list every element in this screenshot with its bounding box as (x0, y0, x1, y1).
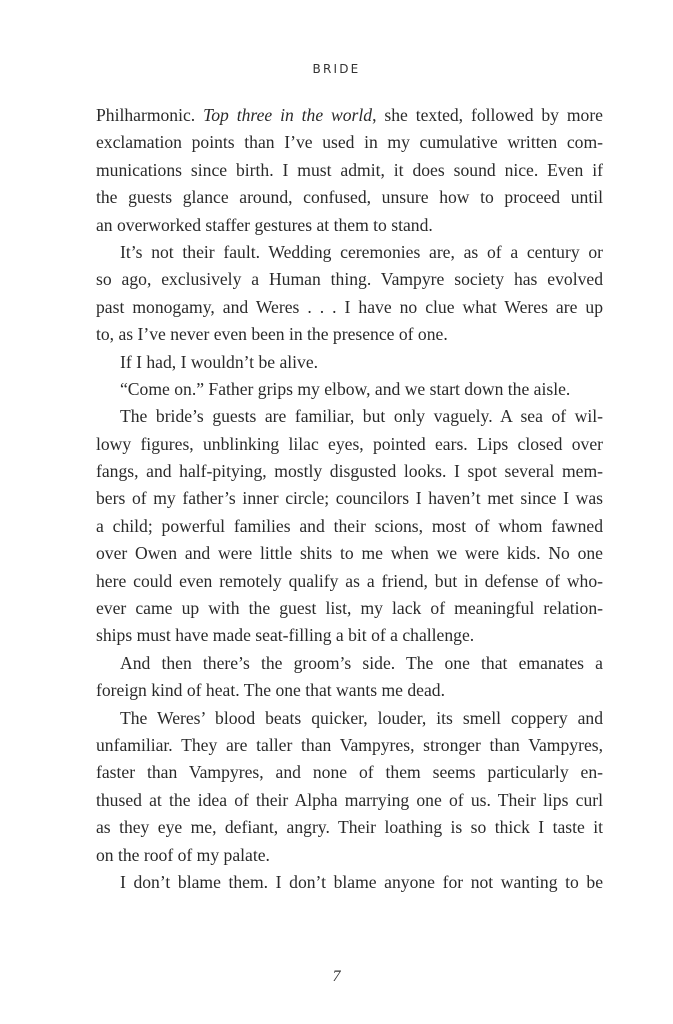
text-line: past monogamy, and Weres . . . I have no clue what Weres are up (96, 296, 603, 317)
page-number: 7 (332, 968, 341, 985)
text-line: ships must have made seat-filling a bit of a challenge. (96, 625, 475, 646)
text-line: The bride’s guests are familiar, but only vaguely. A sea of wil- (120, 406, 603, 427)
body-text (96, 102, 603, 896)
text-line: bers of my father’s inner circle; councilors I haven’t met since I was (96, 488, 603, 509)
text-line: munications since birth. I must admit, it does sound nice. Even if (96, 159, 603, 180)
text-line: so ago, exclusively a Human thing. Vampyre society has evolved (96, 269, 603, 290)
emphasized-text: Top three in the world (203, 105, 373, 125)
text-line: It’s not their fault. Wedding ceremonies are, as of a century or (120, 241, 603, 262)
text-line: to, as I’ve never even been in the presence of one. (96, 324, 448, 345)
text-line: “Come on.” Father grips my elbow, and we start down the aisle. (120, 378, 571, 399)
text-line: an overworked staffer gestures at them to stand. (96, 214, 433, 235)
text-line: exclamation points than I’ve used in my cumulative written com- (96, 132, 603, 153)
text-line: And then there’s the groom’s side. The one that emanates a (120, 652, 603, 673)
text-segment: , she texted, followed by more (372, 105, 603, 125)
text-line: If I had, I wouldn’t be alive. (120, 351, 319, 372)
text-line: on the roof of my palate. (96, 844, 270, 865)
text-line (96, 102, 603, 129)
text-line: I don’t blame them. I don’t blame anyone for not wanting to be (120, 871, 603, 892)
text-line: ever came up with the guest list, my lack of meaningful relation- (96, 598, 603, 619)
running-head: BRIDE (312, 62, 361, 76)
text-line: The Weres’ blood beats quicker, louder, its smell coppery and (120, 707, 603, 728)
text-line: fangs, and half-pitying, mostly disgusted looks. I spot several mem- (96, 461, 603, 482)
text-line: thused at the idea of their Alpha marrying one of us. Their lips curl (96, 789, 603, 810)
text-line: lowy figures, unblinking lilac eyes, pointed ears. Lips closed over (96, 433, 603, 454)
text-line: faster than Vampyres, and none of them seems particularly en- (96, 762, 603, 783)
text-line: here could even remotely qualify as a friend, but in defense of who- (96, 570, 603, 591)
text-line: foreign kind of heat. The one that wants me dead. (96, 680, 445, 701)
text-segment: Philharmonic. (96, 105, 204, 125)
text-line: over Owen and were little shits to me when we were kids. No one (96, 543, 603, 564)
text-line: a child; powerful families and their scions, most of whom fawned (96, 515, 603, 536)
text-line: the guests glance around, confused, unsure how to proceed until (96, 187, 603, 208)
text-line: unfamiliar. They are taller than Vampyres, stronger than Vampyres, (96, 734, 603, 755)
text-line: as they eye me, defiant, angry. Their loathing is so thick I taste it (96, 817, 603, 838)
